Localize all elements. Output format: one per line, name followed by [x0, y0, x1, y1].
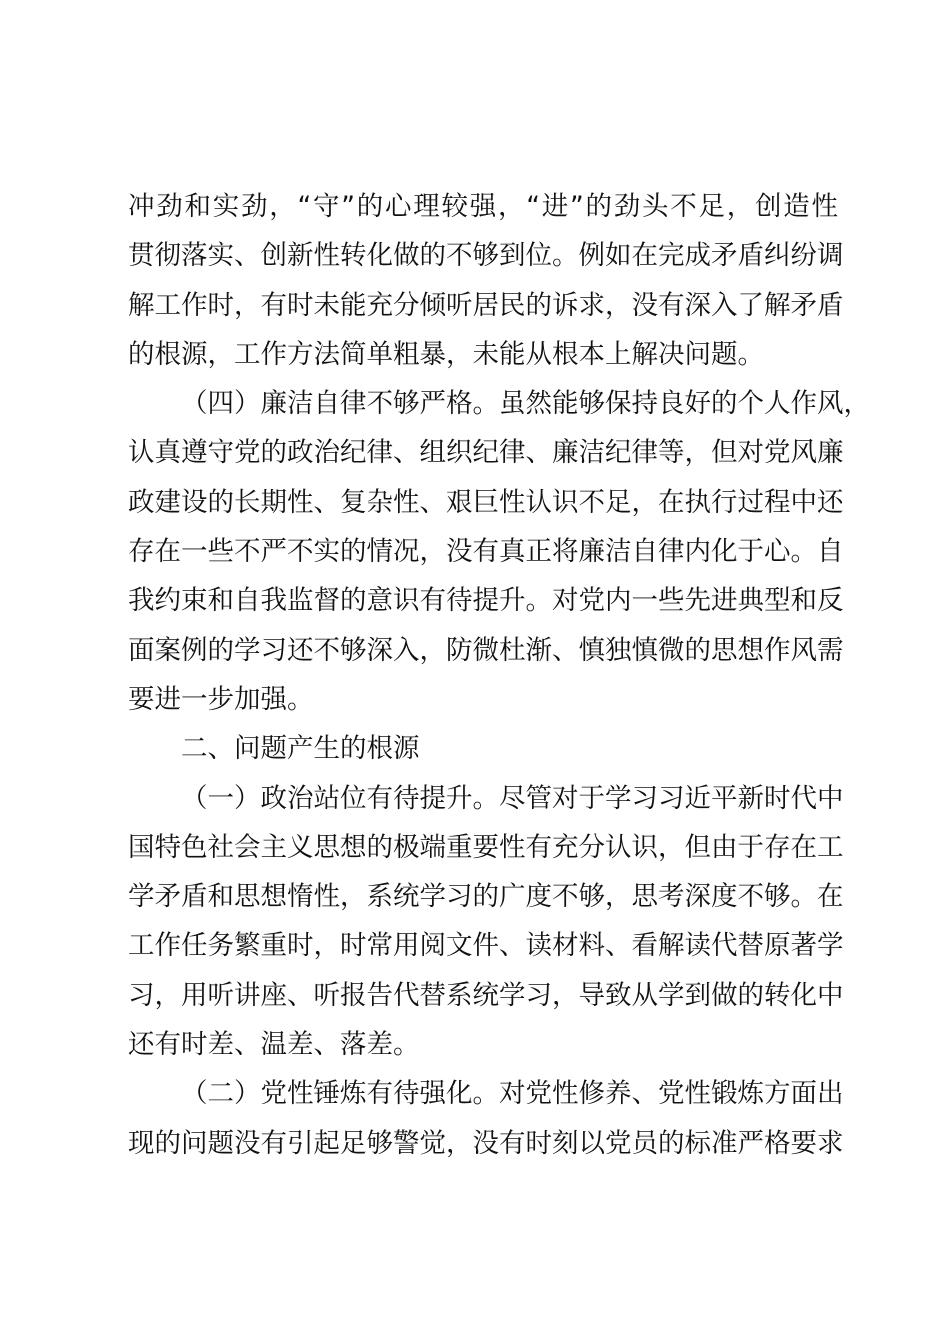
paragraph-line: 工作任务繁重时，时常用阅文件、读材料、看解读代替原著学 — [128, 930, 844, 962]
paragraph-line: 现的问题没有引起足够警觉，没有时刻以党员的标准严格要求 — [128, 1127, 844, 1159]
paragraph-line: 国特色社会主义思想的极端重要性有充分认识，但由于存在工 — [128, 831, 844, 863]
paragraph-line: 冲劲和实劲，“守”的心理较强，“进”的劲头不足，创造性 — [128, 191, 838, 222]
paragraph-first-line: （四）廉洁自律不够严格。虽然能够保持良好的个人作风， — [181, 388, 870, 420]
paragraph-first-line: （二）党性锤炼有待强化。对党性修养、党性锻炼方面出 — [181, 1078, 844, 1110]
paragraph-line: 要进一步加强。 — [128, 683, 314, 715]
paragraph-line: 习，用听讲座、听报告代替系统学习，导致从学到做的转化中 — [128, 979, 844, 1011]
paragraph-line: 政建设的长期性、复杂性、艰巨性认识不足，在执行过程中还 — [128, 486, 844, 518]
paragraph-line: 存在一些不严不实的情况，没有真正将廉洁自律内化于心。自 — [128, 536, 844, 568]
paragraph-line: 学矛盾和思想惰性，系统学习的广度不够，思考深度不够。在 — [128, 881, 844, 913]
paragraph-line: 贯彻落实、创新性转化做的不够到位。例如在完成矛盾纠纷调 — [128, 240, 844, 272]
paragraph-line: 认真遵守党的政治纪律、组织纪律、廉洁纪律等，但对党风廉 — [128, 437, 844, 469]
section-heading: 二、问题产生的根源 — [181, 733, 420, 765]
document-body — [128, 182, 870, 1168]
paragraph-line: 解工作时，有时未能充分倾听居民的诉求，没有深入了解矛盾 — [128, 289, 844, 321]
paragraph-line: 的根源，工作方法简单粗暴，未能从根本上解决问题。 — [128, 338, 764, 370]
paragraph-line: 我约束和自我监督的意识有待提升。对党内一些先进典型和反 — [128, 585, 844, 617]
paragraph-line: 还有时差、温差、落差。 — [128, 1029, 420, 1061]
paragraph-first-line: （一）政治站位有待提升。尽管对于学习习近平新时代中 — [181, 782, 844, 814]
paragraph-line: 面案例的学习还不够深入，防微杜渐、慎独慎微的思想作风需 — [128, 634, 844, 666]
